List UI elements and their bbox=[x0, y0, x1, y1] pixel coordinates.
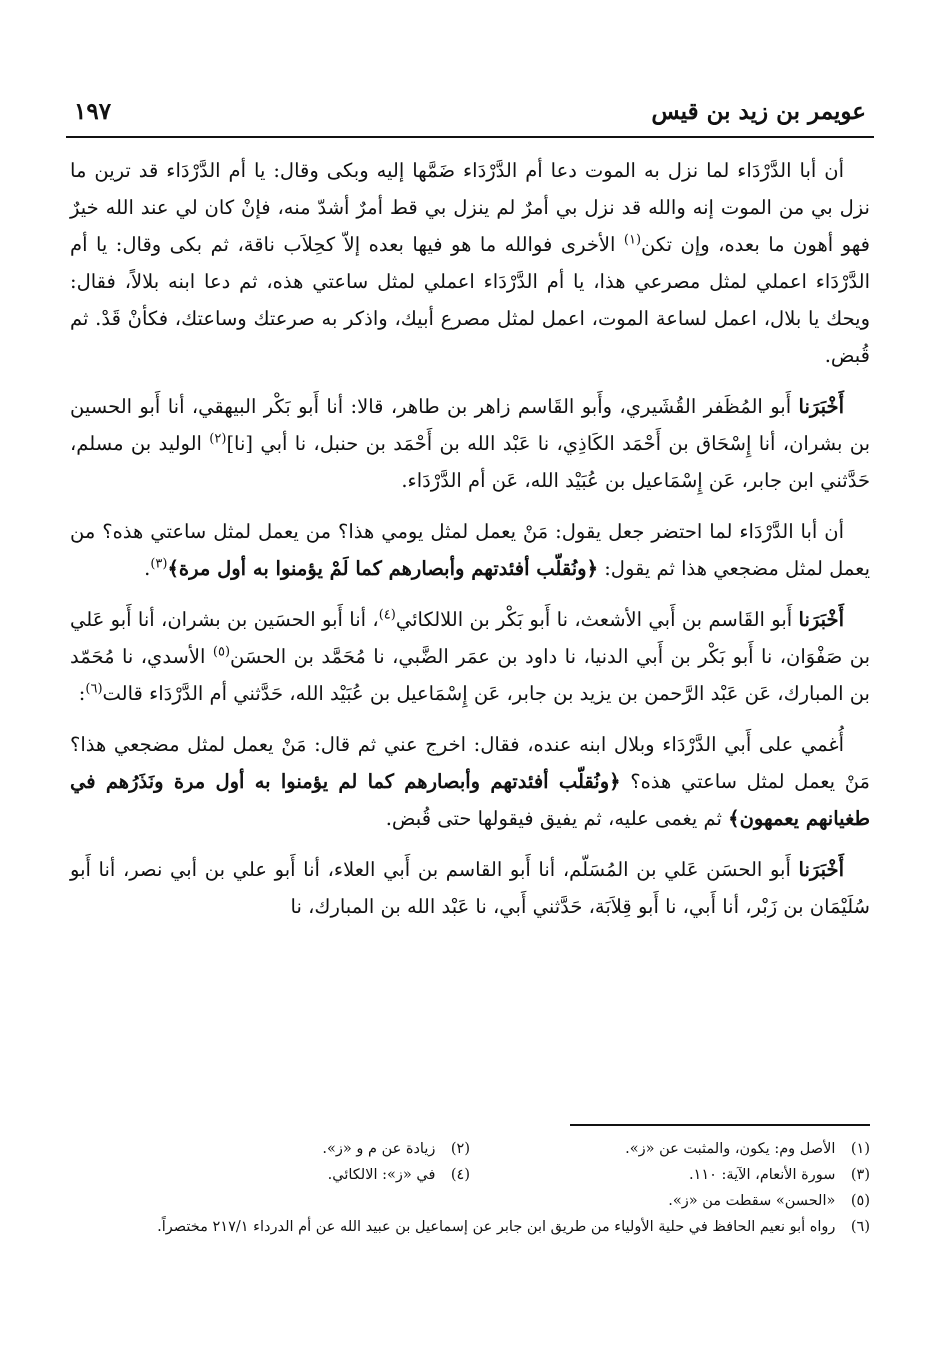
text-run: أَبو الحسَن عَلي بن المُسَلّم، أنا أَبو القاسم بن أَبي العلاء، أنا أَبو علي بن أبي نصر، أنا أَبو سُلَيْمَان بن زَبْر، أنا أَبي، نا أَبو قِلاَبَة، حَدَّثني أَبي، نا عَبْد الله بن المبارك، نا bbox=[70, 858, 870, 918]
text-run: الأسدي، نا مُحَمّد بن المبارك، عَن عَبْد الرَّحمن بن يزيد بن جابر، عَن إِسْمَاعيل بن عُبَيْد الله، حَدَّثني أم الدَّرْدَاء قالت bbox=[70, 645, 870, 705]
footnote-ref: (١) bbox=[623, 232, 642, 248]
paragraph-lead: أَخْبَرَنا bbox=[798, 858, 844, 881]
footnote-number: (٣) bbox=[850, 1167, 870, 1183]
footnote-rule bbox=[570, 1124, 870, 1126]
running-header bbox=[66, 92, 874, 132]
footnote-5 bbox=[470, 1188, 870, 1214]
footnote-row bbox=[70, 1136, 870, 1162]
paragraph bbox=[70, 513, 870, 587]
footnote-1 bbox=[470, 1136, 870, 1162]
quran-quote: ﴿ونُقلّب أفئدتهم وأبصارهم كما لم يؤمنوا به أول مرة ونَذَرُهم في طغيانهم يعمهون﴾ bbox=[70, 770, 870, 830]
paragraph bbox=[70, 726, 870, 837]
footnote-number: (٦) bbox=[850, 1219, 870, 1235]
footnote-6 bbox=[157, 1214, 870, 1240]
footnote-text: زيادة عن م و «ز». bbox=[322, 1141, 436, 1157]
footnote-row bbox=[70, 1162, 870, 1188]
text-run: ، أنا أَبو الحسَين بن بشران، أنا أَبو عَلي بن صَفْوَان، نا أَبو بَكْر بن أَبي الدنيا، نا داود بن عمَر الضَّبي، نا مُحَمَّد بن الحسَن bbox=[70, 608, 870, 668]
footnote-text: «الحسن» سقطت من «ز». bbox=[668, 1193, 836, 1209]
paragraph bbox=[70, 601, 870, 712]
text-run: أن أبا الدَّرْدَاء لما نزل به الموت دعا أم الدَّرْدَاء ضَمَّها إليه وبكى وقال: يا أم الدَّرْدَاء قد ترين ما نزل بي من الموت إنه والله قد نزل بي أمرٌ لم ينزل بي قط أمرٌ أشدّ منه، فإنْ كان لي عند الله خيرٌ فهو أهون ما بعده، وإن تكن bbox=[70, 159, 870, 256]
footnote-number: (٥) bbox=[850, 1193, 870, 1209]
paragraph-lead: أَخْبَرَنا bbox=[798, 395, 844, 418]
footnote-number: (١) bbox=[850, 1141, 870, 1157]
footnote-ref: (٦) bbox=[85, 681, 103, 697]
text-run: . bbox=[144, 557, 151, 580]
quran-quote: ﴿ونُقلّب أفئدتهم وأبصارهم كما لَمْ يؤمنوا به أول مرة﴾ bbox=[167, 557, 599, 580]
footnote-text: الأصل وم: يكون، والمثبت عن «ز». bbox=[625, 1141, 836, 1157]
paragraph bbox=[70, 152, 870, 374]
footnote-text: في «ز»: الالكائي. bbox=[327, 1167, 436, 1183]
footnote-row bbox=[70, 1214, 870, 1240]
paragraph bbox=[70, 388, 870, 499]
footnote-ref: (٣) bbox=[150, 556, 168, 572]
main-text bbox=[70, 152, 870, 939]
footnote-4 bbox=[70, 1162, 470, 1188]
footnote-ref: (٥) bbox=[212, 644, 231, 660]
footnote-number: (٤) bbox=[450, 1167, 470, 1183]
page-number: ١٩٧ bbox=[74, 98, 112, 125]
text-run: الأخرى فوالله ما هو فيها بعده إلاّ كحِلاَب ناقة، ثم بكى وقال: يا أم الدَّرْدَاء اعملي لمثل مصرعي هذا، يا أم الدَّرْدَاء اعملي لمثل ساعتي هذه، ثم دعا ابنه بلالاً، فقال: ويحك يا بلال، اعمل لساعة الموت، اعمل لمثل مصرع أبيك، واذكر به صرعتك وساعتك، فكأنْ قَدْ. ثم قُبض. bbox=[70, 233, 870, 367]
footnote-number: (٢) bbox=[450, 1141, 470, 1157]
footnote-2 bbox=[70, 1136, 470, 1162]
text-run: أن أبا الدَّرْدَاء لما احتضر جعل يقول: مَنْ يعمل لمثل يومي هذا؟ من يعمل لمثل ساعتي هذه؟ من يعمل لمثل مضجعي هذا ثم يقول: bbox=[70, 520, 870, 580]
text-run: أَبو القَاسم بن أَبي الأشعث، نا أَبو بَكْر بن اللالكائي bbox=[395, 608, 799, 631]
footnote-row bbox=[70, 1188, 870, 1214]
header-rule bbox=[66, 136, 874, 138]
text-run: : bbox=[78, 682, 86, 705]
footnote-text: رواه أبو نعيم الحافظ في حلية الأولياء من طريق ابن جابر عن إسماعيل بن عبيد الله عن أم الدرداء ٢١٧/١ مختصراً. bbox=[157, 1219, 836, 1235]
text-run: أَبو المُظَفر القُشَيري، وأَبو القَاسم زاهر بن طاهر، قالا: أنا أَبو بَكْر البيهقي، أنا أَبو الحسين بن بشران، أنا إِسْحَاق بن أَحْمَد الكَاذِي، نا عَبْد الله بن أَحْمَد بن حنبل، نا أبي [نا] bbox=[70, 395, 870, 455]
text-run: ثم يغمى عليه، ثم يفيق فيقولها حتى قُبض. bbox=[385, 807, 729, 830]
text-run: أُغمي على أَبي الدَّرْدَاء وبلال ابنه عنده، فقال: اخرج عني ثم قال: مَنْ يعمل لمثل مضجعي هذا؟ مَنْ يعمل لمثل ساعتي هذه؟ bbox=[70, 733, 871, 793]
footnote-ref: (٢) bbox=[209, 431, 227, 447]
paragraph-lead: أَخْبَرَنا bbox=[798, 608, 844, 631]
footnote-ref: (٤) bbox=[378, 607, 396, 623]
text-run: الوليد بن مسلم، حَدَّثني ابن جابر، عَن إِسْمَاعيل بن عُبَيْد الله، عَن أم الدَّرْدَاء. bbox=[70, 432, 870, 492]
footnote-3 bbox=[470, 1162, 870, 1188]
footnotes bbox=[70, 1136, 870, 1240]
footnote-text: سورة الأنعام، الآية: ١١٠. bbox=[688, 1167, 836, 1183]
header-title: عويمر بن زيد بن قيس bbox=[651, 98, 866, 125]
paragraph bbox=[70, 851, 870, 925]
